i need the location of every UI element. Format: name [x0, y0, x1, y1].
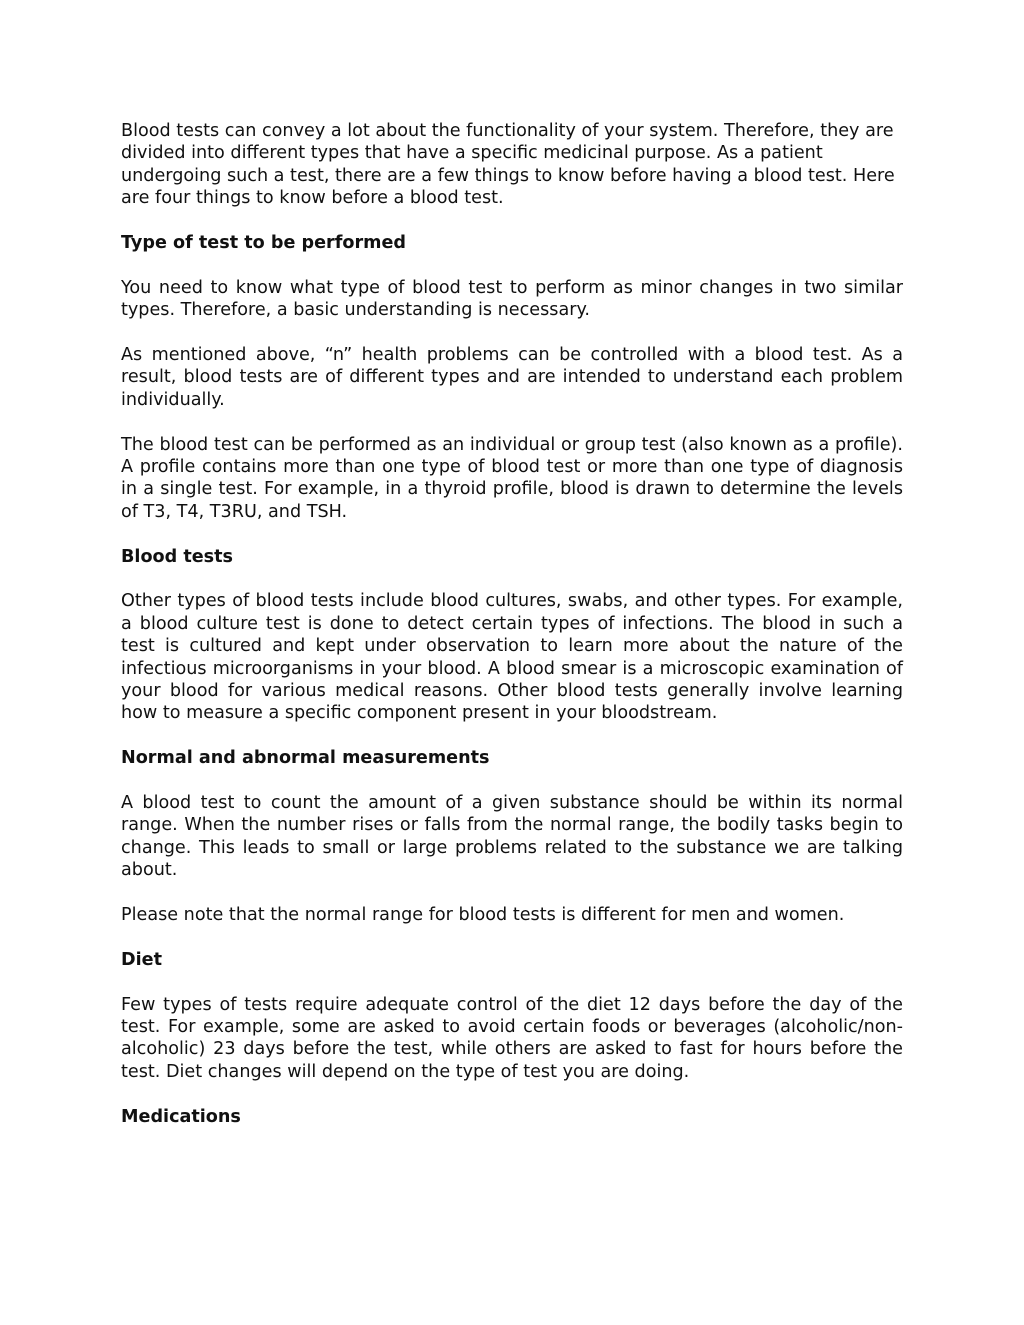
type-paragraph-2: As mentioned above, “n” health problems can be controlled with a blood test. As a result, blood tests are of different types and are intended to understand each problem individually.: [121, 345, 903, 410]
diet-paragraph: Few types of tests require adequate control of the diet 12 days before the day of the test. For example, some are asked to avoid certain foods or beverages (alcoholic/non-alcoholic) 23 days before the test, while others are asked to fast for hours before the test. Diet changes will depend on the type of test you are doing.: [121, 994, 903, 1082]
heading-medications: Medications: [121, 1106, 241, 1127]
type-paragraph-1: You need to know what type of blood test to perform as minor changes in two similar types. Therefore, a basic understanding is necessary.: [121, 277, 903, 321]
heading-measurements: Normal and abnormal measurements: [121, 748, 490, 769]
document-page: [121, 120, 903, 1150]
heading-diet: Diet: [121, 949, 162, 970]
heading-blood-tests: Blood tests: [121, 546, 234, 567]
measurements-paragraph-1: A blood test to count the amount of a given substance should be within its normal range. When the number rises or falls from the normal range, the bodily tasks begin to change. This leads to small or large problems related to the substance we are talking about.: [121, 793, 903, 881]
blood-tests-paragraph: Other types of blood tests include blood cultures, swabs, and other types. For example, a blood culture test is done to detect certain types of infections. The blood in such a test is cultured and kept under observation to learn more about the nature of the infectious microorganisms in your blood. A blood smear is a microscopic examination of your blood for various medical reasons. Other blood tests generally involve learning how to measure a specific component present in your bloodstream.: [121, 591, 903, 724]
heading-type-of-test: Type of test to be performed: [121, 233, 407, 254]
type-paragraph-3: The blood test can be performed as an individual or group test (also known as a profile). A profile contains more than one type of blood test or more than one type of diagnosis in a single test. For example, in a thyroid profile, blood is drawn to determine the levels of T3, T4, T3RU, and TSH.: [121, 434, 903, 522]
measurements-paragraph-2: Please note that the normal range for blood tests is different for men and women.: [121, 905, 845, 926]
intro-paragraph: Blood tests can convey a lot about the functionality of your system. Therefore, they are divided into different types that have a specific medicinal purpose. As a patient undergoing such a test, there are a few things to know before having a blood test. Here are four things to know before a blood test.: [121, 121, 895, 209]
